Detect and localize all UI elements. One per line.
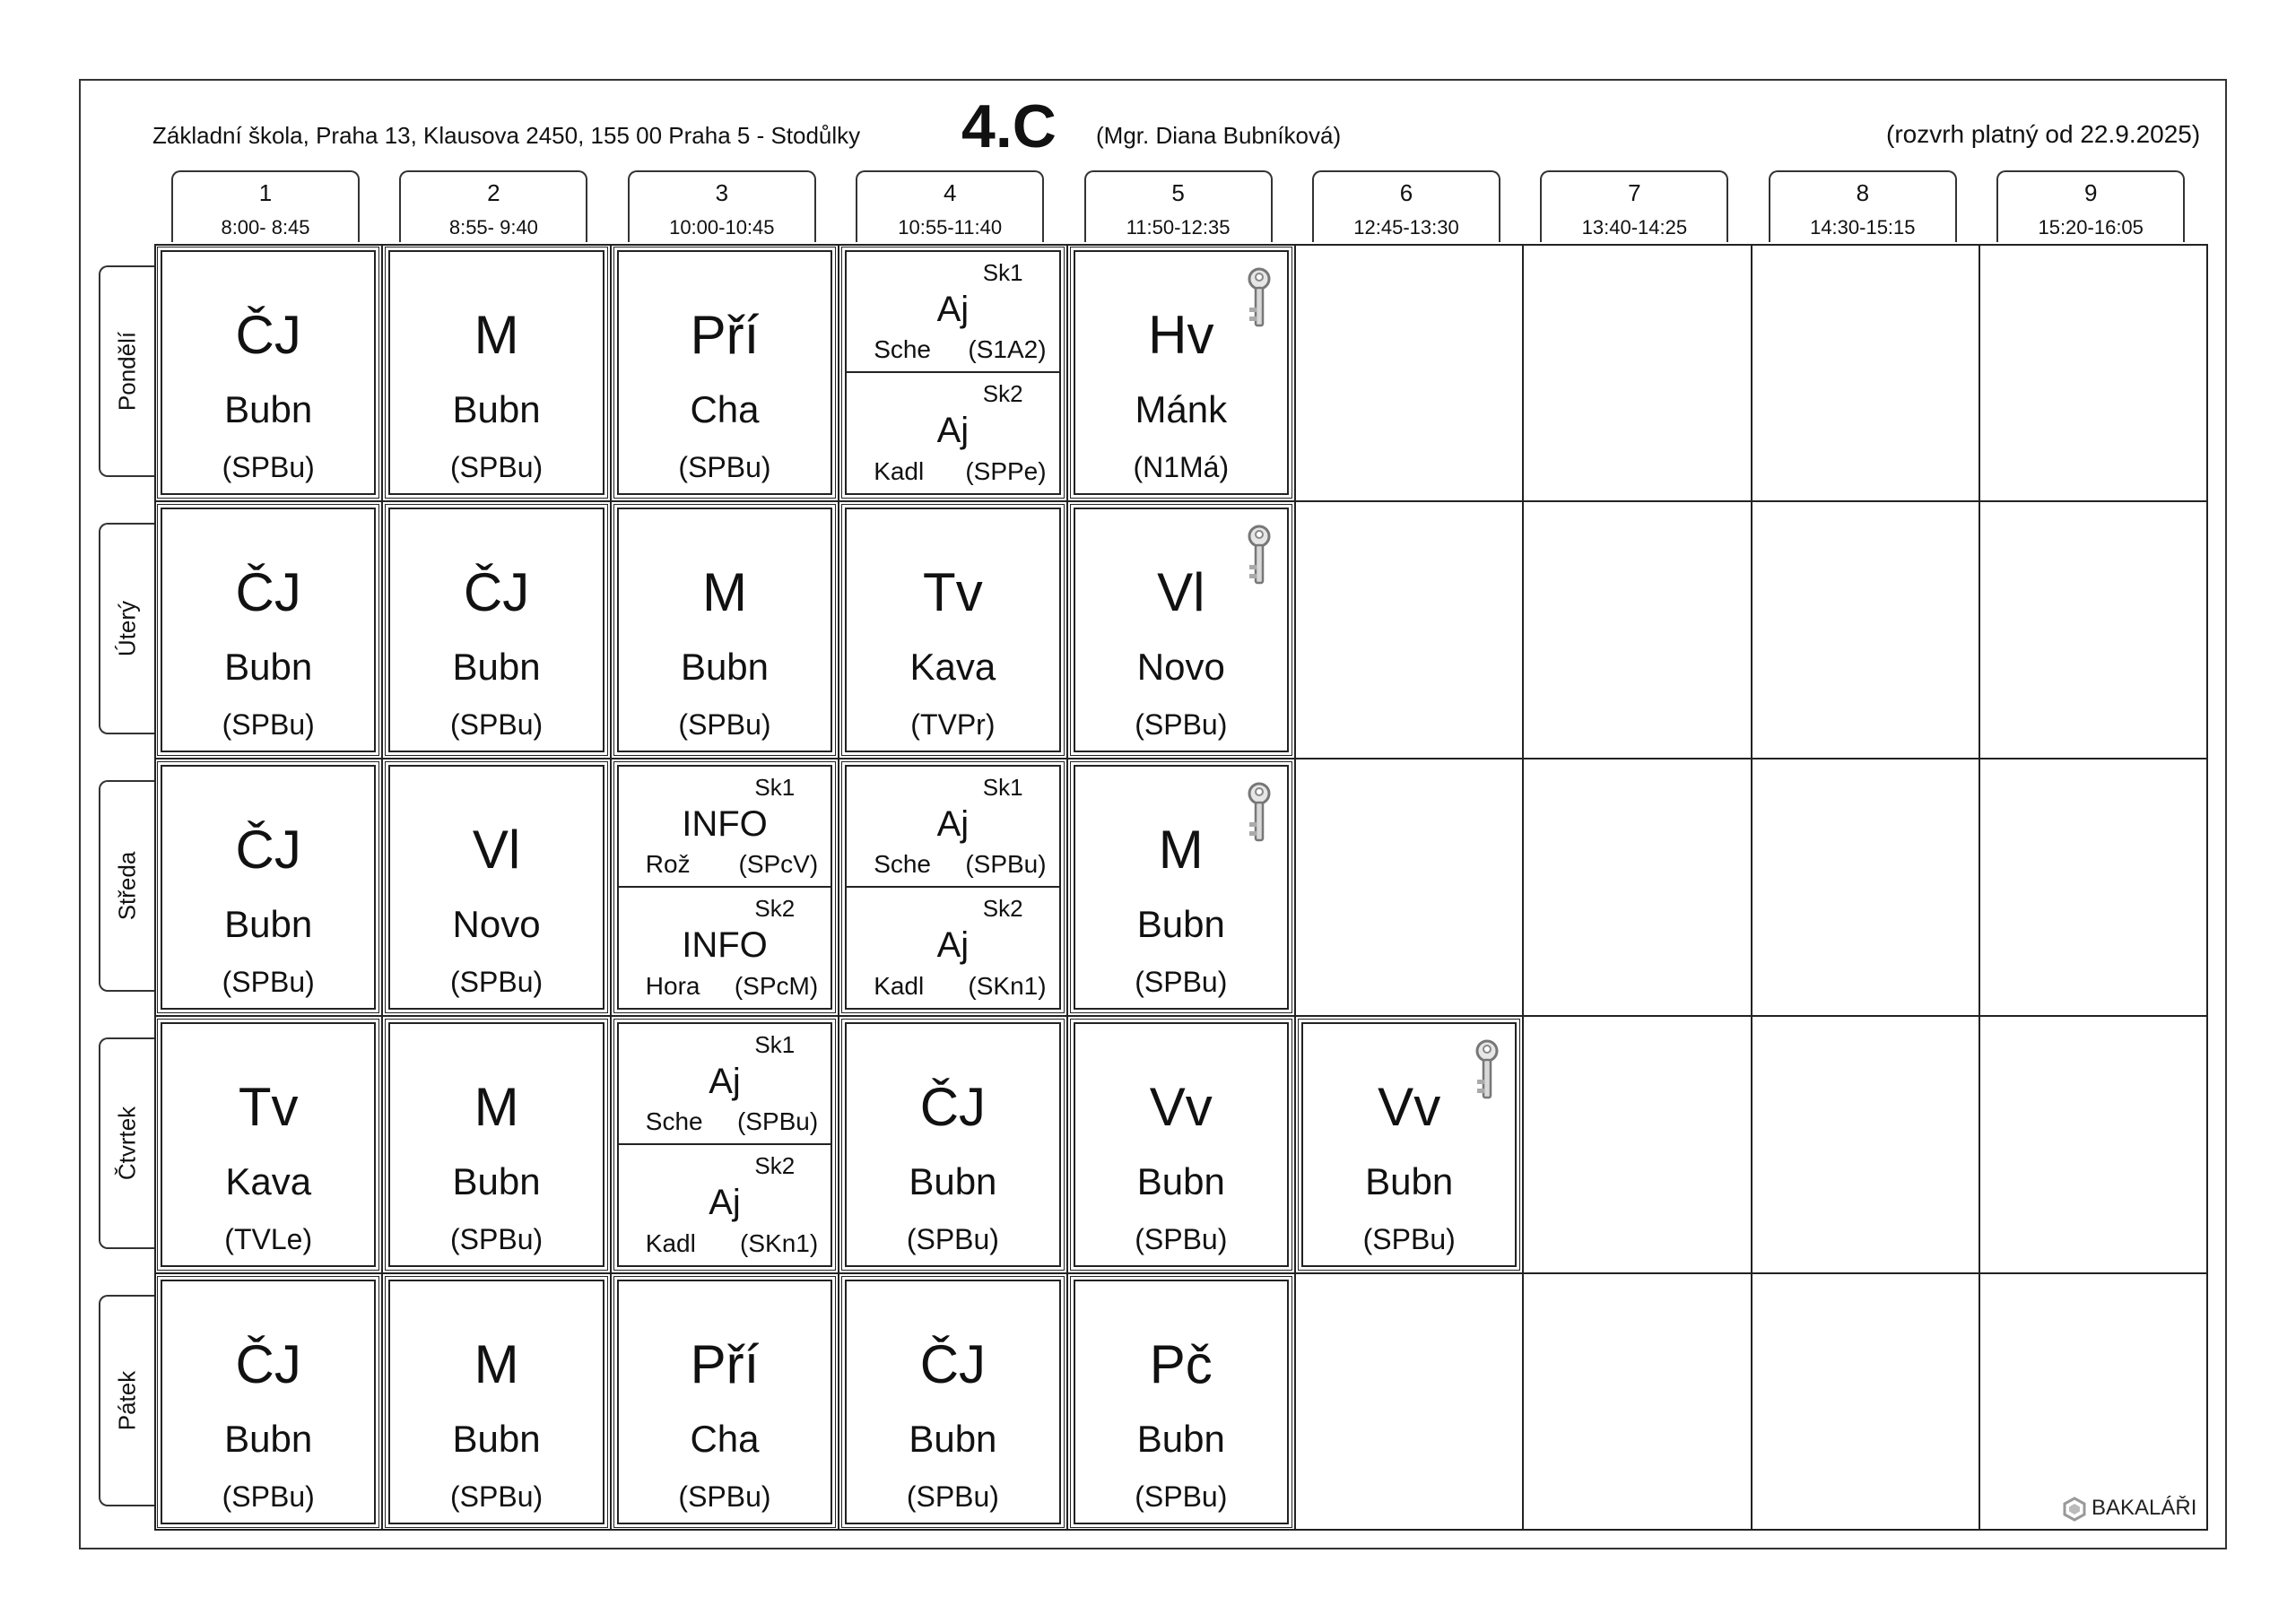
lesson-card[interactable]: [1074, 1022, 1289, 1267]
period-number: 5: [1171, 179, 1185, 206]
lesson-room: (SPBu): [678, 451, 771, 483]
lesson-room: (SPBu): [1362, 1223, 1456, 1255]
period-number: 7: [1628, 179, 1641, 206]
lesson-subject: Tv: [923, 562, 983, 622]
lesson-subject: Pří: [690, 1334, 760, 1394]
period-number: 9: [2083, 179, 2098, 206]
lesson-teacher: Sche: [874, 334, 932, 363]
lesson-card[interactable]: [845, 765, 1060, 1010]
lesson-room: (SPBu): [1135, 966, 1228, 998]
period-time: 12:45-13:30: [1353, 216, 1459, 239]
lesson-teacher: Bubn: [1136, 903, 1225, 945]
period-number: 8: [1856, 179, 1870, 206]
grid-column-line: [1066, 244, 1068, 1531]
key-icon: [1244, 781, 1274, 846]
lesson-room: (SPBu): [1135, 1480, 1228, 1513]
day-tab: [99, 780, 154, 992]
lesson-teacher: Bubn: [1136, 1418, 1225, 1460]
group-label: Sk1: [982, 259, 1023, 286]
lesson-room: (SPBu): [450, 451, 544, 483]
lesson-room: (SPBu): [222, 451, 315, 483]
lesson-card[interactable]: [161, 508, 376, 752]
lesson-subject: ČJ: [235, 820, 301, 880]
lesson-room: (SPBu): [222, 966, 315, 998]
lesson-card[interactable]: [388, 1280, 604, 1524]
lesson-subject: Vv: [1378, 1077, 1441, 1137]
period-time: 13:40-14:25: [1581, 216, 1688, 239]
lesson-teacher: Bubn: [909, 1418, 997, 1460]
class-name: 4.C: [961, 92, 1057, 161]
grid-row-line: [154, 1272, 2208, 1274]
day-tab: [99, 1037, 154, 1249]
lesson-teacher: Kadl: [645, 1229, 696, 1257]
lesson-teacher: Bubn: [680, 646, 770, 688]
lesson-teacher: Bubn: [224, 903, 313, 945]
lesson-room: (SPBu): [450, 966, 544, 998]
lesson-subject: Aj: [709, 1062, 741, 1101]
lesson-subject: Hv: [1148, 305, 1214, 365]
lesson-subject: Vv: [1149, 1077, 1213, 1137]
lesson-teacher: Sche: [645, 1107, 703, 1135]
period-time: 14:30-15:15: [1810, 216, 1916, 239]
grid-column-line: [381, 244, 383, 1531]
lesson-teacher: Bubn: [452, 388, 541, 430]
lesson-subject: Tv: [238, 1077, 299, 1137]
lesson-room: (SPcV): [738, 849, 819, 878]
lesson-subject: M: [702, 562, 747, 622]
lesson-teacher: Bubn: [224, 1418, 313, 1460]
period-tab: [856, 170, 1044, 242]
lesson-card[interactable]: [845, 508, 1060, 752]
period-time: 10:55-11:40: [898, 216, 1003, 239]
grid-column-line: [610, 244, 612, 1531]
group-label: Sk2: [982, 379, 1023, 407]
lesson-subject: M: [474, 305, 519, 365]
grid-row-line: [154, 758, 2208, 759]
period-number: 2: [487, 179, 500, 206]
key-icon: [1244, 266, 1274, 331]
lesson-subject: Aj: [936, 804, 970, 844]
period-tab: [1769, 170, 1957, 242]
lesson-teacher: Cha: [690, 388, 760, 430]
lesson-room: (TVPr): [910, 708, 996, 741]
lesson-teacher: Bubn: [452, 646, 541, 688]
day-label: Pátek: [113, 1370, 141, 1431]
group-label: Sk1: [982, 774, 1023, 801]
day-tab: [99, 1295, 154, 1506]
lesson-teacher: Kava: [909, 646, 996, 688]
lesson-card[interactable]: [845, 250, 1060, 495]
lesson-room: (S1A2): [968, 334, 1047, 363]
day-tab: [99, 523, 154, 734]
lesson-teacher: Rož: [645, 849, 691, 878]
lesson-room: (TVLe): [224, 1223, 313, 1255]
lesson-card[interactable]: [388, 765, 604, 1010]
lesson-subject: ČJ: [919, 1334, 987, 1394]
lesson-card[interactable]: [1074, 1280, 1289, 1524]
lesson-subject: M: [474, 1334, 519, 1394]
lesson-room: (SPBu): [965, 849, 1047, 878]
timetable-validity: (rozvrh platný od 22.9.2025): [1886, 120, 2201, 148]
lesson-room: (SPBu): [1135, 708, 1228, 741]
lesson-card[interactable]: [161, 1022, 376, 1267]
grid-row-line: [154, 1015, 2208, 1017]
period-number: 1: [258, 179, 273, 206]
bakalari-logo-icon: [2063, 1497, 2086, 1522]
lesson-card[interactable]: [845, 1022, 1060, 1267]
period-number: 3: [715, 179, 729, 206]
lesson-teacher: Sche: [874, 849, 932, 878]
lesson-teacher: Kava: [225, 1160, 312, 1202]
group-lesson[interactable]: [619, 888, 831, 1009]
lesson-card[interactable]: [617, 250, 832, 495]
period-time: 11:50-12:35: [1126, 216, 1231, 239]
lesson-room: (SPBu): [222, 1480, 315, 1513]
lesson-teacher: Bubn: [909, 1160, 997, 1202]
lesson-card[interactable]: [1074, 765, 1289, 1010]
period-tab: [628, 170, 816, 242]
lesson-subject: ČJ: [235, 562, 301, 622]
lesson-card[interactable]: [845, 1280, 1060, 1524]
lesson-room: (N1Má): [1133, 451, 1230, 483]
grid-column-line: [1294, 244, 1296, 1531]
period-tab: [1312, 170, 1500, 242]
lesson-room: (SPBu): [222, 708, 315, 741]
lesson-subject: Vl: [1157, 562, 1205, 622]
lesson-room: (SPPe): [965, 457, 1047, 485]
lesson-room: (SPBu): [906, 1480, 999, 1513]
lesson-room: (SKn1): [968, 972, 1047, 1000]
group-label: Sk1: [754, 1031, 796, 1058]
lesson-teacher: Kadl: [874, 457, 925, 485]
lesson-card[interactable]: [1301, 1022, 1517, 1267]
period-time: 10:00-10:45: [669, 216, 775, 239]
lesson-card[interactable]: [1074, 508, 1289, 752]
lesson-teacher: Novo: [452, 903, 541, 945]
lesson-teacher: Bubn: [452, 1418, 541, 1460]
grid-row-line: [154, 500, 2208, 502]
lesson-card[interactable]: [388, 508, 604, 752]
lesson-card[interactable]: [617, 765, 832, 1010]
lesson-room: (SPBu): [736, 1107, 819, 1135]
grid-column-line: [1979, 244, 1980, 1531]
day-label: Středa: [113, 851, 141, 921]
lesson-room: (SPBu): [678, 1480, 771, 1513]
lesson-room: (SPcM): [734, 972, 819, 1000]
lesson-subject: Pří: [690, 305, 760, 365]
day-label: Úterý: [113, 600, 141, 657]
lesson-room: (SPBu): [906, 1223, 999, 1255]
group-lesson[interactable]: [847, 767, 1058, 888]
lesson-card[interactable]: [1074, 250, 1289, 495]
lesson-teacher: Novo: [1136, 646, 1225, 688]
class-teacher: (Mgr. Diana Bubníková): [1096, 122, 1342, 149]
period-time: 8:55- 9:40: [448, 216, 538, 239]
lesson-subject: ČJ: [235, 305, 301, 365]
lesson-card[interactable]: [617, 1022, 832, 1267]
period-number: 6: [1399, 179, 1413, 206]
lesson-subject: Vl: [472, 820, 521, 880]
group-label: Sk2: [982, 894, 1023, 922]
group-lesson[interactable]: [847, 373, 1058, 494]
lesson-teacher: Cha: [690, 1418, 760, 1460]
lesson-card[interactable]: [617, 1280, 832, 1524]
lesson-subject: ČJ: [463, 562, 530, 622]
period-number: 4: [943, 179, 957, 206]
day-label: Čtvrtek: [113, 1106, 141, 1181]
group-label: Sk2: [754, 1151, 796, 1179]
group-lesson[interactable]: [619, 767, 831, 888]
lesson-card[interactable]: [161, 765, 376, 1010]
key-icon: [1244, 524, 1274, 588]
lesson-card[interactable]: [617, 508, 832, 752]
group-lesson[interactable]: [847, 888, 1058, 1009]
lesson-subject: Aj: [709, 1182, 741, 1222]
bakalari-logo: [2063, 1496, 2196, 1522]
lesson-teacher: Mánk: [1135, 388, 1228, 430]
lesson-teacher: Bubn: [452, 1160, 541, 1202]
lesson-subject: ČJ: [235, 1334, 301, 1394]
lesson-teacher: Bubn: [224, 388, 313, 430]
lesson-room: (SPBu): [678, 708, 771, 741]
period-tab: [1996, 170, 2185, 242]
lesson-subject: M: [474, 1077, 519, 1137]
lesson-subject: ČJ: [919, 1077, 987, 1137]
lesson-card[interactable]: [161, 250, 376, 495]
group-lesson[interactable]: [619, 1024, 831, 1145]
period-tab: [1084, 170, 1273, 242]
lesson-room: (SKn1): [740, 1229, 819, 1257]
lesson-subject: M: [1158, 820, 1204, 880]
period-time: 15:20-16:05: [2038, 216, 2144, 239]
group-label: Sk1: [754, 774, 796, 801]
lesson-teacher: Bubn: [1365, 1160, 1454, 1202]
lesson-room: (SPBu): [450, 708, 544, 741]
key-icon: [1472, 1038, 1502, 1103]
lesson-subject: Aj: [936, 410, 970, 450]
lesson-teacher: Bubn: [1136, 1160, 1225, 1202]
school-name: Základní škola, Praha 13, Klausova 2450, 155 00 Praha 5 - Stodůlky: [152, 122, 861, 149]
lesson-teacher: Hora: [645, 972, 700, 1000]
lesson-card[interactable]: [161, 1280, 376, 1524]
group-label: Sk2: [754, 894, 796, 922]
lesson-subject: Aj: [936, 290, 970, 329]
lesson-teacher: Bubn: [224, 646, 313, 688]
bakalari-logo-text: BAKALÁŘI: [2092, 1496, 2197, 1520]
grid-column-line: [838, 244, 839, 1531]
lesson-card[interactable]: [388, 250, 604, 495]
grid-column-line: [1751, 244, 1752, 1531]
lesson-room: (SPBu): [1135, 1223, 1228, 1255]
day-label: Pondělí: [113, 331, 141, 412]
lesson-card[interactable]: [388, 1022, 604, 1267]
lesson-subject: Aj: [936, 924, 970, 965]
group-lesson[interactable]: [619, 1145, 831, 1266]
lesson-subject: INFO: [682, 924, 768, 965]
period-tab: [1540, 170, 1728, 242]
period-tab: [399, 170, 587, 242]
lesson-room: (SPBu): [450, 1480, 544, 1513]
day-tab: [99, 265, 154, 477]
lesson-subject: Pč: [1149, 1334, 1213, 1394]
lesson-room: (SPBu): [450, 1223, 544, 1255]
lesson-teacher: Kadl: [874, 972, 925, 1000]
group-lesson[interactable]: [847, 252, 1058, 373]
period-time: 8:00- 8:45: [221, 216, 310, 239]
period-tab: [171, 170, 360, 242]
grid-column-line: [1522, 244, 1524, 1531]
lesson-subject: INFO: [682, 804, 768, 844]
